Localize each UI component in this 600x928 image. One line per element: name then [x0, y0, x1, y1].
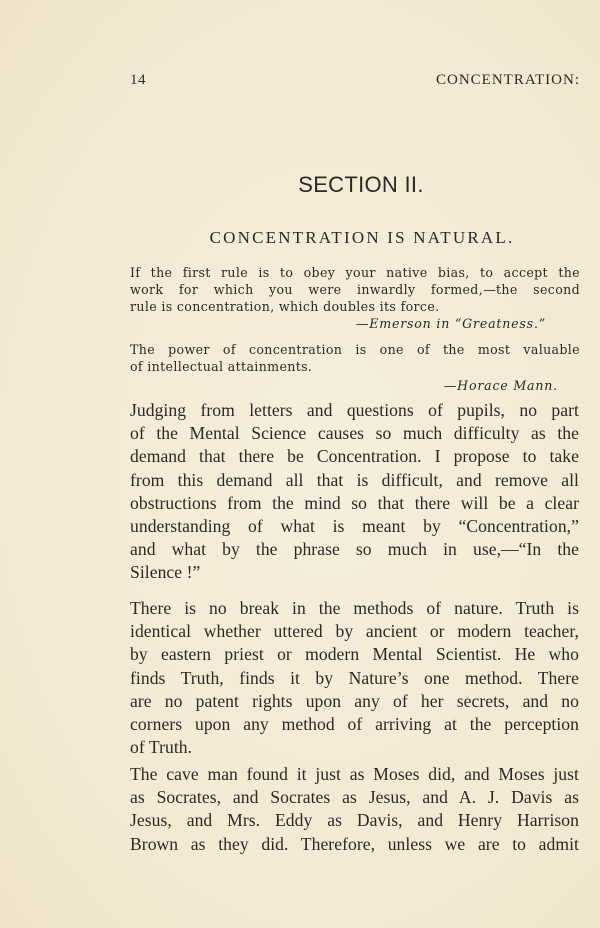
epigraph-emerson — [130, 264, 580, 332]
epigraph-line: The power of concentration is one of the most valuable — [130, 342, 580, 357]
paragraph-line: Judging from letters and questions of pupils, no part — [130, 400, 579, 420]
paragraph-line: obstructions from the mind so that there will be a clear — [130, 492, 579, 513]
running-title: CONCENTRATION: — [436, 72, 580, 88]
body-paragraph — [130, 399, 579, 585]
paragraph-line: identical whether uttered by ancient or modern teacher, — [130, 621, 579, 642]
epigraph-line: work for which you were inwardly formed,—the second — [130, 282, 580, 297]
body-paragraph — [130, 597, 579, 759]
paragraph-line: Silence !” — [130, 562, 201, 583]
paragraph-line: understanding of what is meant by “Concentration,” — [130, 516, 579, 537]
paragraph-line: and what by the phrase so much in use,—“In the — [130, 539, 579, 560]
paragraph-line: by eastern priest or modern Mental Scientist. He who — [130, 644, 579, 665]
paragraph-line: demand that there be Concentration. I propose to take — [130, 446, 579, 467]
paragraph-line: are no patent rights upon any of her secrets, and no — [130, 690, 579, 711]
paragraph-line: as Socrates, and Socrates as Jesus, and A. J. Davis as — [130, 787, 579, 808]
paragraph-line: Jesus, and Mrs. Eddy as Davis, and Henry Harrison — [130, 810, 579, 831]
epigraph-line: If the first rule is to obey your native bias, to accept the — [130, 265, 580, 280]
paragraph-line: from this demand all that is difficult, and remove all — [130, 469, 579, 490]
paragraph-line: of Truth. — [130, 737, 193, 758]
epigraph-line: rule is concentration, which doubles its force. — [130, 299, 440, 314]
paragraph-line: The cave man found it just as Moses did, and Moses just — [130, 764, 579, 784]
epigraph-attribution: —Horace Mann. — [443, 378, 558, 393]
paragraph-line: corners upon any method of arriving at the perception — [130, 714, 579, 735]
paragraph-line: Brown as they did. Therefore, unless we are to admit — [130, 833, 579, 854]
paragraph-line: finds Truth, finds it by Nature’s one method. There — [130, 667, 579, 688]
body-paragraph — [130, 763, 579, 856]
section-heading: SECTION II. — [298, 172, 424, 197]
paragraph-line: There is no break in the methods of nature. Truth is — [130, 598, 579, 618]
paragraph-line: of the Mental Science causes so much difficulty as the — [130, 423, 579, 444]
page-number: 14 — [130, 72, 146, 88]
epigraph-attribution: —Emerson in “Greatness.” — [355, 316, 546, 331]
running-head — [130, 72, 580, 92]
epigraph-line: of intellectual attainments. — [130, 359, 313, 374]
chapter-title: CONCENTRATION IS NATURAL. — [209, 228, 515, 247]
epigraph-horace-mann — [130, 341, 580, 394]
